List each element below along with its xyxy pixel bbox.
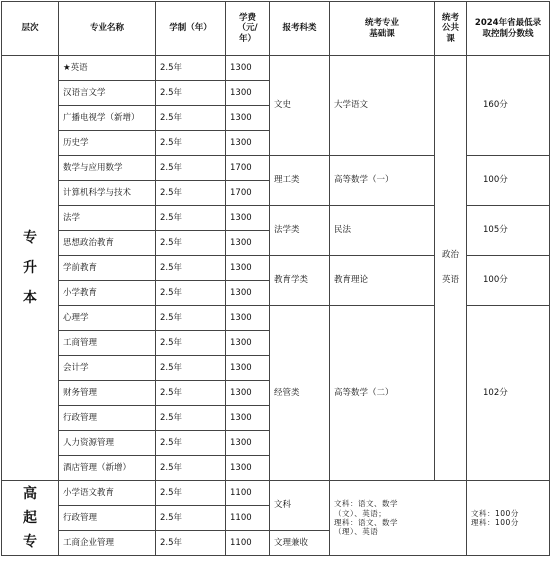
duration-cell: 2.5年 [156,256,226,281]
header-public-course: 统考 公共 课 [435,2,467,56]
major-cell: 思想政治教育 [59,231,156,256]
duration-cell: 2.5年 [156,131,226,156]
tuition-cell: 1300 [226,456,270,481]
tuition-cell: 1100 [226,531,270,556]
tuition-cell: 1300 [226,206,270,231]
score-cell: 102分 [467,306,550,481]
tuition-cell: 1300 [226,106,270,131]
duration-cell: 2.5年 [156,531,226,556]
major-cell: 工商管理 [59,331,156,356]
tuition-cell: 1300 [226,356,270,381]
header-base-course: 统考专业 基础课 [330,2,435,56]
major-cell: 计算机科学与技术 [59,181,156,206]
table-row [2,306,550,331]
tuition-cell: 1300 [226,431,270,456]
duration-cell: 2.5年 [156,56,226,81]
major-cell: 数学与应用数学 [59,156,156,181]
tuition-cell: 1300 [226,81,270,106]
major-cell: 历史学 [59,131,156,156]
category-cell: 文理兼收 [270,531,330,556]
table-row [2,56,550,81]
tuition-cell: 1300 [226,56,270,81]
major-cell: 财务管理 [59,381,156,406]
major-cell: 人力资源管理 [59,431,156,456]
duration-cell: 2.5年 [156,506,226,531]
program-table [1,1,550,556]
tuition-cell: 1300 [226,306,270,331]
major-cell: 行政管理 [59,406,156,431]
category-cell: 文科 [270,481,330,531]
major-cell: 心理学 [59,306,156,331]
tuition-cell: 1300 [226,131,270,156]
major-cell: 酒店管理（新增） [59,456,156,481]
duration-cell: 2.5年 [156,356,226,381]
category-cell: 经管类 [270,306,330,481]
table-row [2,206,550,231]
tuition-cell: 1100 [226,506,270,531]
duration-cell: 2.5年 [156,181,226,206]
level-gqz: 高 起 专 [2,481,59,556]
tuition-cell: 1300 [226,381,270,406]
header-level: 层次 [2,2,59,56]
duration-cell: 2.5年 [156,206,226,231]
header-duration: 学制（年） [156,2,226,56]
major-cell: 工商企业管理 [59,531,156,556]
public-course-politics: 政治 [441,250,459,261]
score-cell: 100分 [467,156,550,206]
duration-cell: 2.5年 [156,156,226,181]
header-tuition: 学费 （元/ 年） [226,2,270,56]
base-course-cell: 高等数学（二） [330,306,435,481]
base-course-cell: 教育理论 [330,256,435,306]
header-category: 报考科类 [270,2,330,56]
tuition-cell: 1100 [226,481,270,506]
duration-cell: 2.5年 [156,381,226,406]
duration-cell: 2.5年 [156,406,226,431]
duration-cell: 2.5年 [156,306,226,331]
duration-cell: 2.5年 [156,331,226,356]
table-row [2,256,550,281]
table-row [2,156,550,181]
public-course-cell [435,56,467,481]
duration-cell: 2.5年 [156,106,226,131]
score-cell: 160分 [467,56,550,156]
score-cell: 100分 [467,256,550,306]
score-cell: 105分 [467,206,550,256]
tuition-cell: 1300 [226,231,270,256]
category-cell: 教育学类 [270,256,330,306]
base-course-cell: 民法 [330,206,435,256]
level-zsb: 专 升 本 [2,56,59,481]
category-cell: 理工类 [270,156,330,206]
major-cell: 会计学 [59,356,156,381]
duration-cell: 2.5年 [156,231,226,256]
tuition-cell: 1300 [226,256,270,281]
score-cell: 文科：100分 理科：100分 [467,481,550,556]
base-course-cell: 大学语文 [330,56,435,156]
major-cell: 小学语文教育 [59,481,156,506]
base-course-cell: 高等数学（一） [330,156,435,206]
header-min-score: 2024年省最低录 取控制分数线 [467,2,550,56]
category-cell: 法学类 [270,206,330,256]
major-cell: 汉语言文学 [59,81,156,106]
major-cell: 小学教育 [59,281,156,306]
base-course-cell: 文科：语文、数学 （文）、英语； 理科：语文、数学 （理）、英语 [330,481,467,556]
duration-cell: 2.5年 [156,481,226,506]
duration-cell: 2.5年 [156,81,226,106]
major-cell: 法学 [59,206,156,231]
duration-cell: 2.5年 [156,431,226,456]
category-cell: 文史 [270,56,330,156]
major-cell: 学前教育 [59,256,156,281]
public-course-english: 英语 [441,275,459,285]
duration-cell: 2.5年 [156,281,226,306]
major-cell: 行政管理 [59,506,156,531]
table-row [2,481,550,506]
tuition-cell: 1300 [226,406,270,431]
tuition-cell: 1300 [226,281,270,306]
major-cell: ★英语 [59,56,156,81]
header-major: 专业名称 [59,2,156,56]
tuition-cell: 1700 [226,156,270,181]
major-cell: 广播电视学（新增） [59,106,156,131]
tuition-cell: 1300 [226,331,270,356]
header-row [2,2,550,56]
duration-cell: 2.5年 [156,456,226,481]
tuition-cell: 1700 [226,181,270,206]
